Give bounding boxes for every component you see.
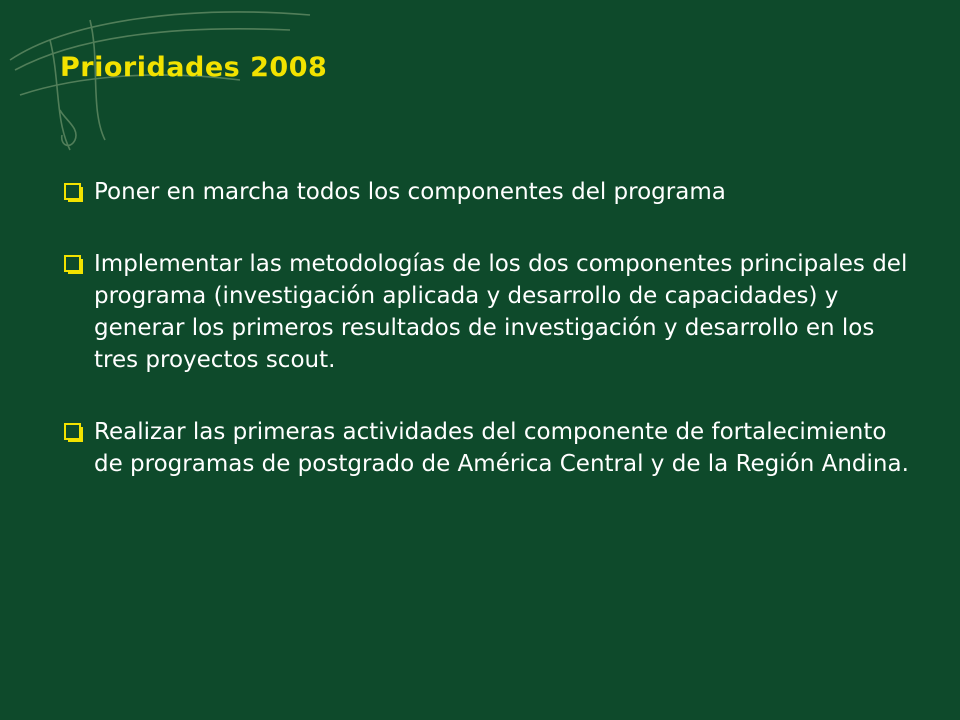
bullet-text: Implementar las metodologías de los dos componentes principales del programa (investigación aplicada y desarrollo de capacidades) y generar los primeros resultados de investigación y desarrollo en los tres proyectos scout. — [94, 251, 908, 373]
checkbox-bullet-icon — [64, 423, 83, 442]
bullet-list — [64, 176, 914, 520]
checkbox-bullet-icon — [64, 183, 83, 202]
bullet-text: Poner en marcha todos los componentes del programa — [94, 179, 726, 205]
checkbox-bullet-icon — [64, 255, 83, 274]
bullet-text: Realizar las primeras actividades del componente de fortalecimiento de programas de postgrado de América Central y de la Región Andina. — [94, 419, 909, 477]
page-title: Prioridades 2008 — [60, 52, 328, 83]
list-item — [64, 416, 914, 480]
list-item — [64, 176, 914, 208]
list-item — [64, 248, 914, 376]
